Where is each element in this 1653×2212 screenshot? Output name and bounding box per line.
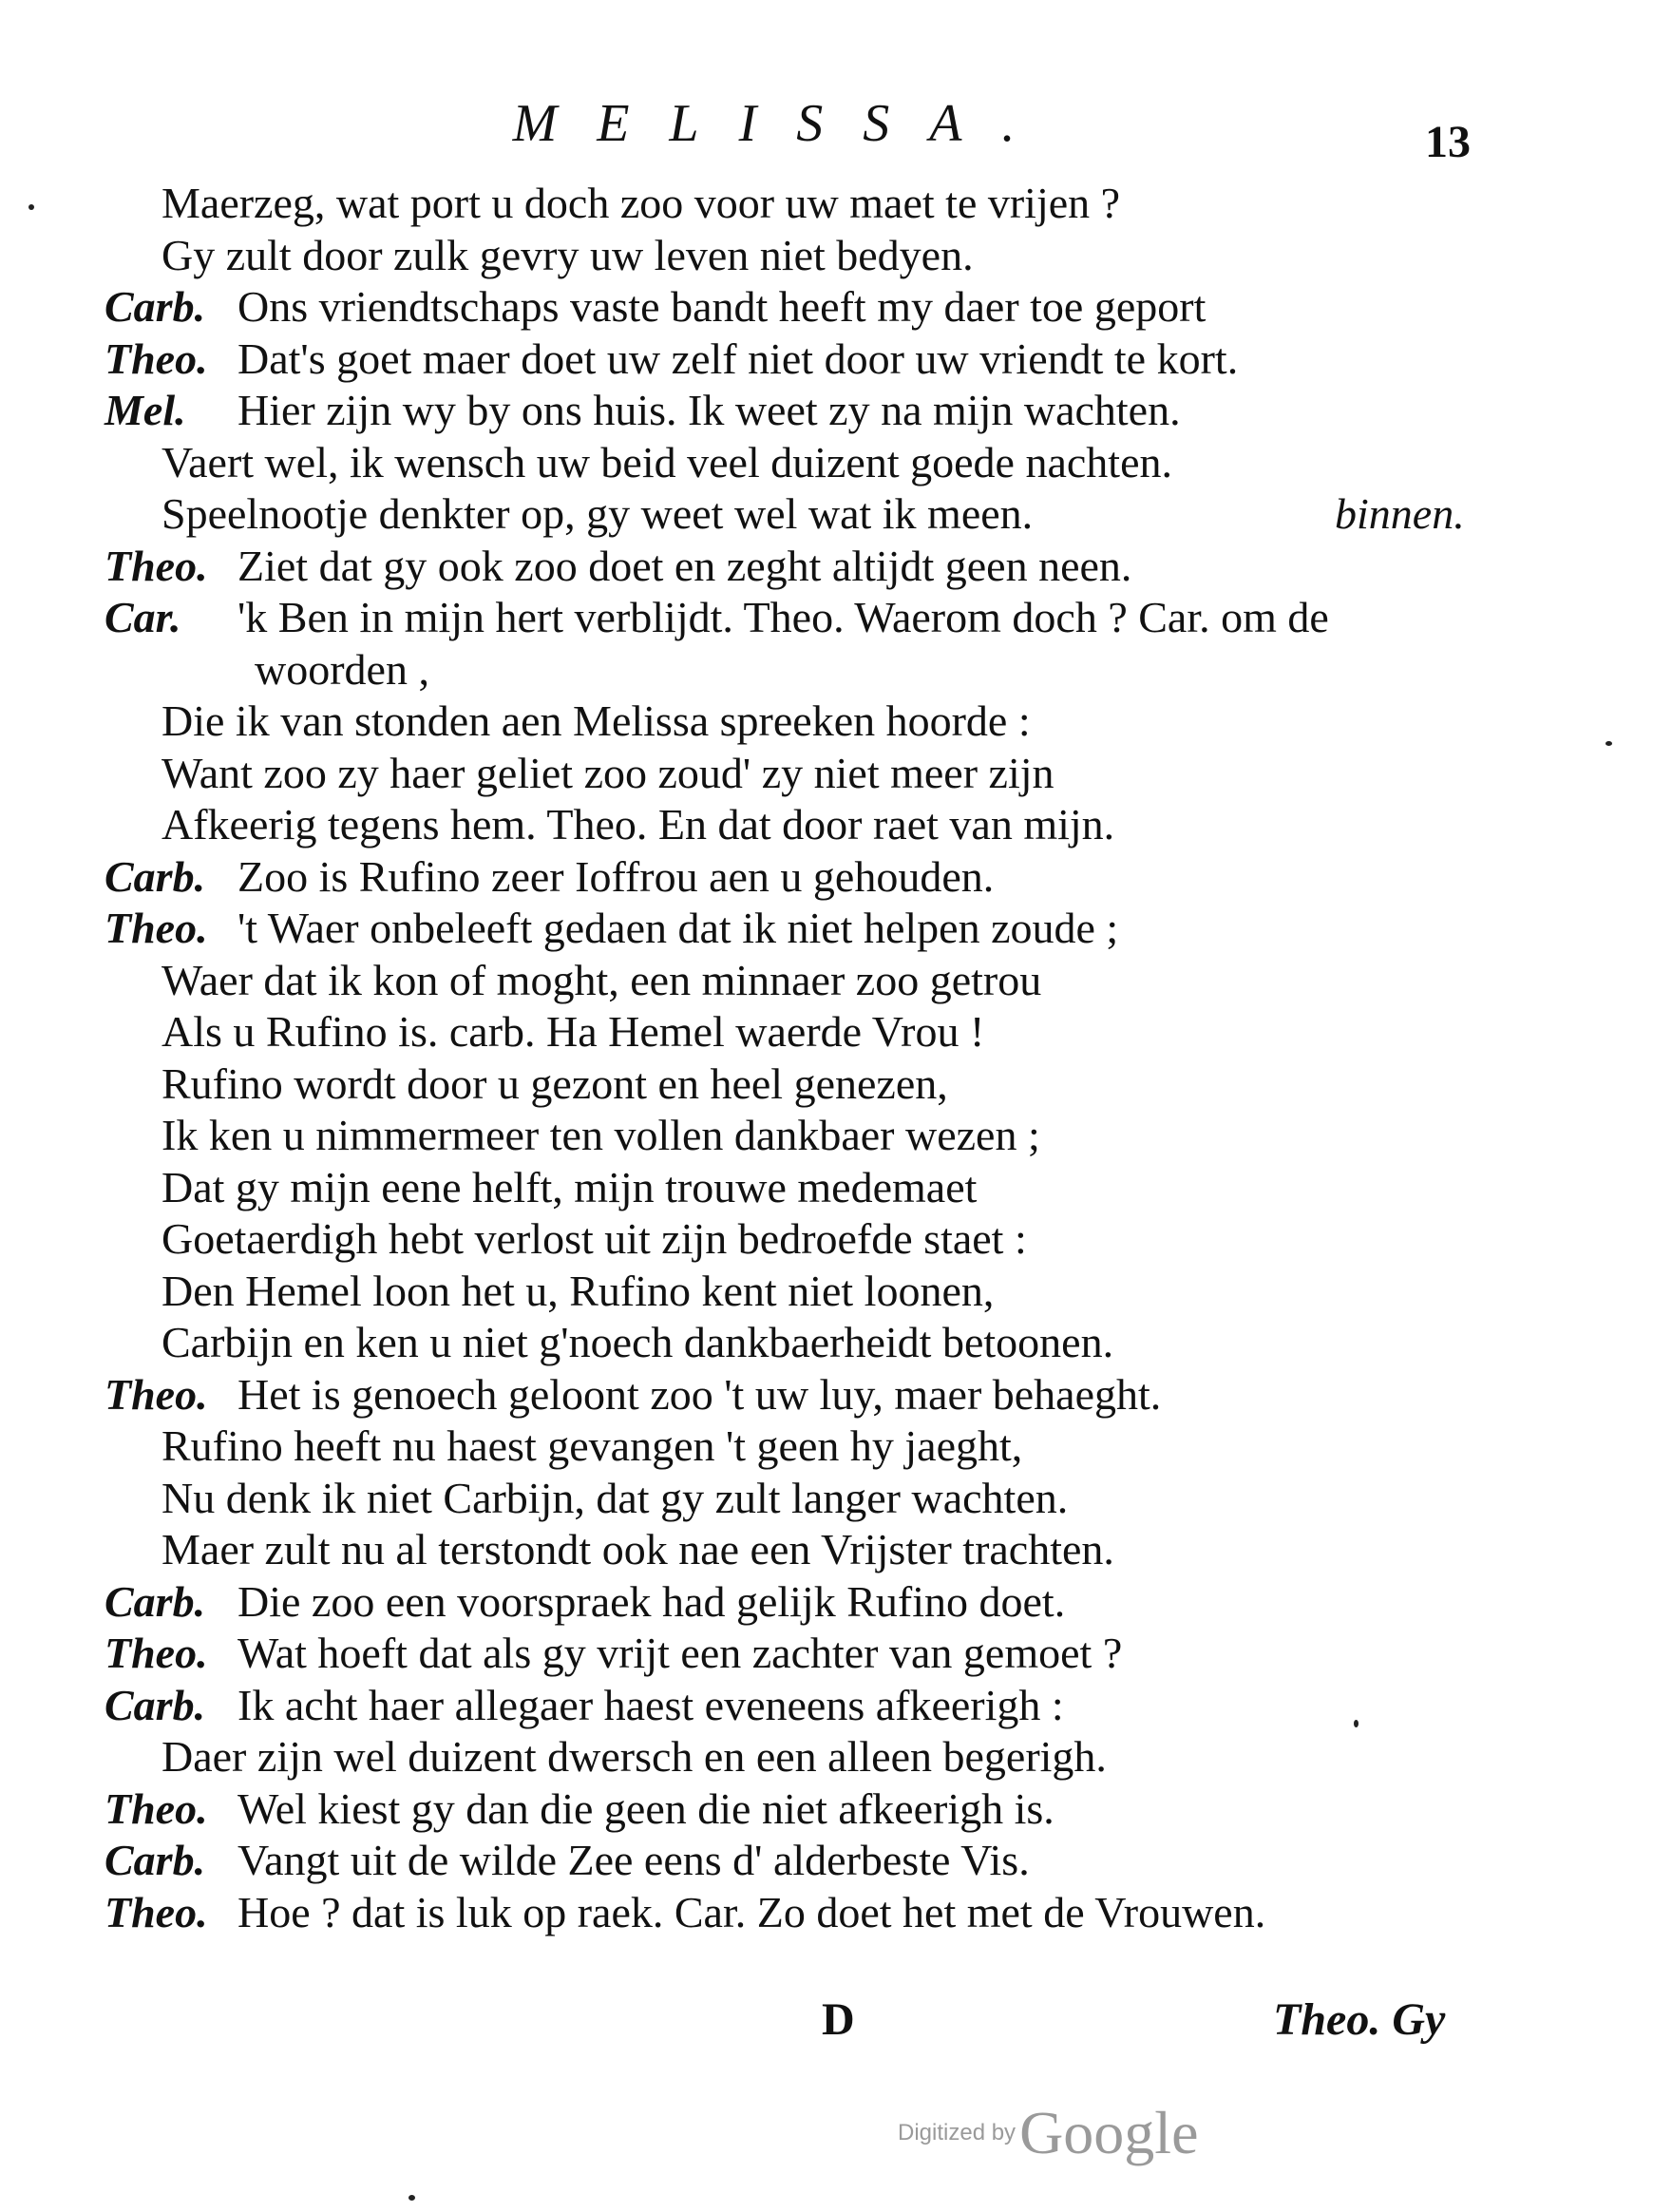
ink-speck xyxy=(1354,1720,1358,1727)
running-title: MELISSA. xyxy=(512,94,1055,153)
verse-line xyxy=(0,281,1653,334)
line-text: Afkeerig tegens hem. Theo. En dat door raet van mijn. xyxy=(162,800,1115,849)
line-text: Dat's goet maer doet uw zelf niet door uw vriendt te kort. xyxy=(238,334,1239,383)
line-text: Waer dat ik kon of moght, een minnaer zoo getrou xyxy=(162,955,1042,1004)
verse-line xyxy=(0,1731,1653,1783)
verse-line xyxy=(0,1421,1653,1473)
speaker-label: Carb. xyxy=(104,851,206,901)
speaker-label: Theo. xyxy=(104,1783,208,1833)
verse-line xyxy=(0,1162,1653,1214)
page-number: 13 xyxy=(1425,117,1471,167)
line-text: Vaert wel, ik wensch uw beid veel duizent goede nachten. xyxy=(162,437,1172,486)
footer-line xyxy=(0,1993,1653,2050)
verse-line xyxy=(0,385,1653,437)
verse-line xyxy=(0,903,1653,955)
verse-line xyxy=(0,592,1653,644)
speaker-label: Theo. xyxy=(104,541,208,590)
speaker-label: Mel. xyxy=(104,386,186,434)
line-text: Wel kiest gy dan die geen die niet afkeerigh is. xyxy=(238,1783,1054,1833)
verse-line xyxy=(0,644,1653,696)
speaker-label: Carb. xyxy=(104,282,206,331)
verse-line xyxy=(0,334,1653,386)
line-text: Die zoo een voorspraek had gelijk Rufino doet. xyxy=(238,1576,1066,1626)
line-text: Vangt uit de wilde Zee eens d' alderbeste Vis. xyxy=(238,1836,1030,1884)
verse-line xyxy=(0,1783,1653,1836)
verse-line xyxy=(0,488,1653,541)
ink-speck xyxy=(28,204,34,210)
verse-line xyxy=(0,1473,1653,1525)
line-text: Die ik van stonden aen Melissa spreeken hoorde : xyxy=(162,696,1031,745)
verse-line xyxy=(0,955,1653,1007)
speaker-label: Carb. xyxy=(104,1836,206,1884)
line-text: Zoo is Rufino zeer Ioffrou aen u gehouden. xyxy=(238,851,995,901)
line-text: Rufino wordt door u gezont en heel genezen, xyxy=(162,1058,948,1108)
verse-line xyxy=(0,1006,1653,1058)
verse-text xyxy=(0,178,1653,1938)
line-text: Het is genoech geloont zoo 't uw luy, maer behaeght. xyxy=(238,1369,1162,1419)
verse-line xyxy=(0,1369,1653,1421)
verse-line xyxy=(0,437,1653,489)
verse-line xyxy=(0,799,1653,851)
google-logo: Google xyxy=(1019,2099,1199,2166)
line-text: Nu denk ik niet Carbijn, dat gy zult langer wachten. xyxy=(162,1473,1069,1522)
verse-line xyxy=(0,1266,1653,1318)
line-text: Goetaerdigh hebt verlost uit zijn bedroefde staet : xyxy=(162,1214,1027,1263)
line-text: 'k Ben in mijn hert verblijdt. Theo. Waerom doch ? Car. om de xyxy=(238,593,1329,641)
line-text: Wat hoeft dat als gy vrijt een zachter van gemoet ? xyxy=(238,1629,1123,1677)
verse-line xyxy=(0,1110,1653,1162)
line-text: Ik ken u nimmermeer ten vollen dankbaer wezen ; xyxy=(162,1111,1040,1159)
ink-speck xyxy=(1606,741,1612,746)
line-text: Speelnootje denkter op, gy weet wel wat ik meen. xyxy=(162,489,1034,538)
verse-line xyxy=(0,1213,1653,1266)
verse-line xyxy=(0,1058,1653,1111)
verse-line xyxy=(0,178,1653,230)
verse-line xyxy=(0,1628,1653,1680)
line-text: Den Hemel loon het u, Rufino kent niet loonen, xyxy=(162,1266,995,1315)
line-text: Hier zijn wy by ons huis. Ik weet zy na mijn wachten. xyxy=(238,386,1181,434)
verse-line xyxy=(0,541,1653,593)
speaker-label: Car. xyxy=(104,593,181,641)
speaker-label: Theo. xyxy=(104,334,208,383)
line-text: Hoe ? dat is luk op raek. Car. Zo doet het met de Vrouwen. xyxy=(238,1887,1266,1936)
verse-line xyxy=(0,696,1653,748)
verse-line xyxy=(0,1524,1653,1576)
line-text: Ik acht haer allegaer haest eveneens afkeerigh : xyxy=(238,1680,1064,1729)
speaker-label: Carb. xyxy=(104,1680,206,1729)
line-text: Ziet dat gy ook zoo doet en zeght altijdt geen neen. xyxy=(238,541,1132,590)
speaker-label: Carb. xyxy=(104,1576,206,1626)
verse-line xyxy=(0,748,1653,800)
line-text: Want zoo zy haer geliet zoo zoud' zy niet meer zijn xyxy=(162,748,1054,797)
speaker-label: Theo. xyxy=(104,1629,208,1677)
verse-line xyxy=(0,1317,1653,1369)
line-text: 't Waer onbeleeft gedaen dat ik niet helpen zoude ; xyxy=(238,904,1119,952)
speaker-label: Theo. xyxy=(104,904,208,952)
line-text: Carbijn en ken u niet g'noech dankbaerheidt betoonen. xyxy=(162,1318,1114,1366)
line-text: Maerzeg, wat port u doch zoo voor uw maet te vrijen ? xyxy=(162,179,1121,227)
line-text: Maer zult nu al terstondt ook nae een Vrijster trachten. xyxy=(162,1525,1114,1573)
digitized-watermark xyxy=(898,2098,1198,2168)
verse-line xyxy=(0,230,1653,282)
verse-line xyxy=(0,1835,1653,1887)
speaker-label: Theo. xyxy=(104,1369,208,1419)
line-text: Rufino heeft nu haest gevangen 't geen hy jaeght, xyxy=(162,1421,1023,1470)
line-text: Dat gy mijn eene helft, mijn trouwe medemaet xyxy=(162,1162,978,1211)
verse-line xyxy=(0,851,1653,904)
line-text: Gy zult door zulk gevry uw leven niet bedyen. xyxy=(162,230,974,279)
catchword: Theo. Gy xyxy=(1273,1994,1446,2045)
line-text: Daer zijn wel duizent dwersch en een alleen begerigh. xyxy=(162,1732,1107,1781)
line-text: Ons vriendtschaps vaste bandt heeft my daer toe geport xyxy=(238,282,1206,331)
line-text: Als u Rufino is. carb. Ha Hemel waerde Vrou ! xyxy=(162,1007,985,1056)
line-text: woorden , xyxy=(255,644,429,694)
verse-line xyxy=(0,1576,1653,1629)
ink-speck xyxy=(408,2195,415,2201)
verse-line xyxy=(0,1680,1653,1732)
signature-mark: D xyxy=(822,1994,855,2045)
watermark-prefix: Digitized by xyxy=(898,2120,1016,2145)
stage-direction: binnen. xyxy=(1335,489,1465,538)
verse-line xyxy=(0,1887,1653,1939)
speaker-label: Theo. xyxy=(104,1887,208,1936)
